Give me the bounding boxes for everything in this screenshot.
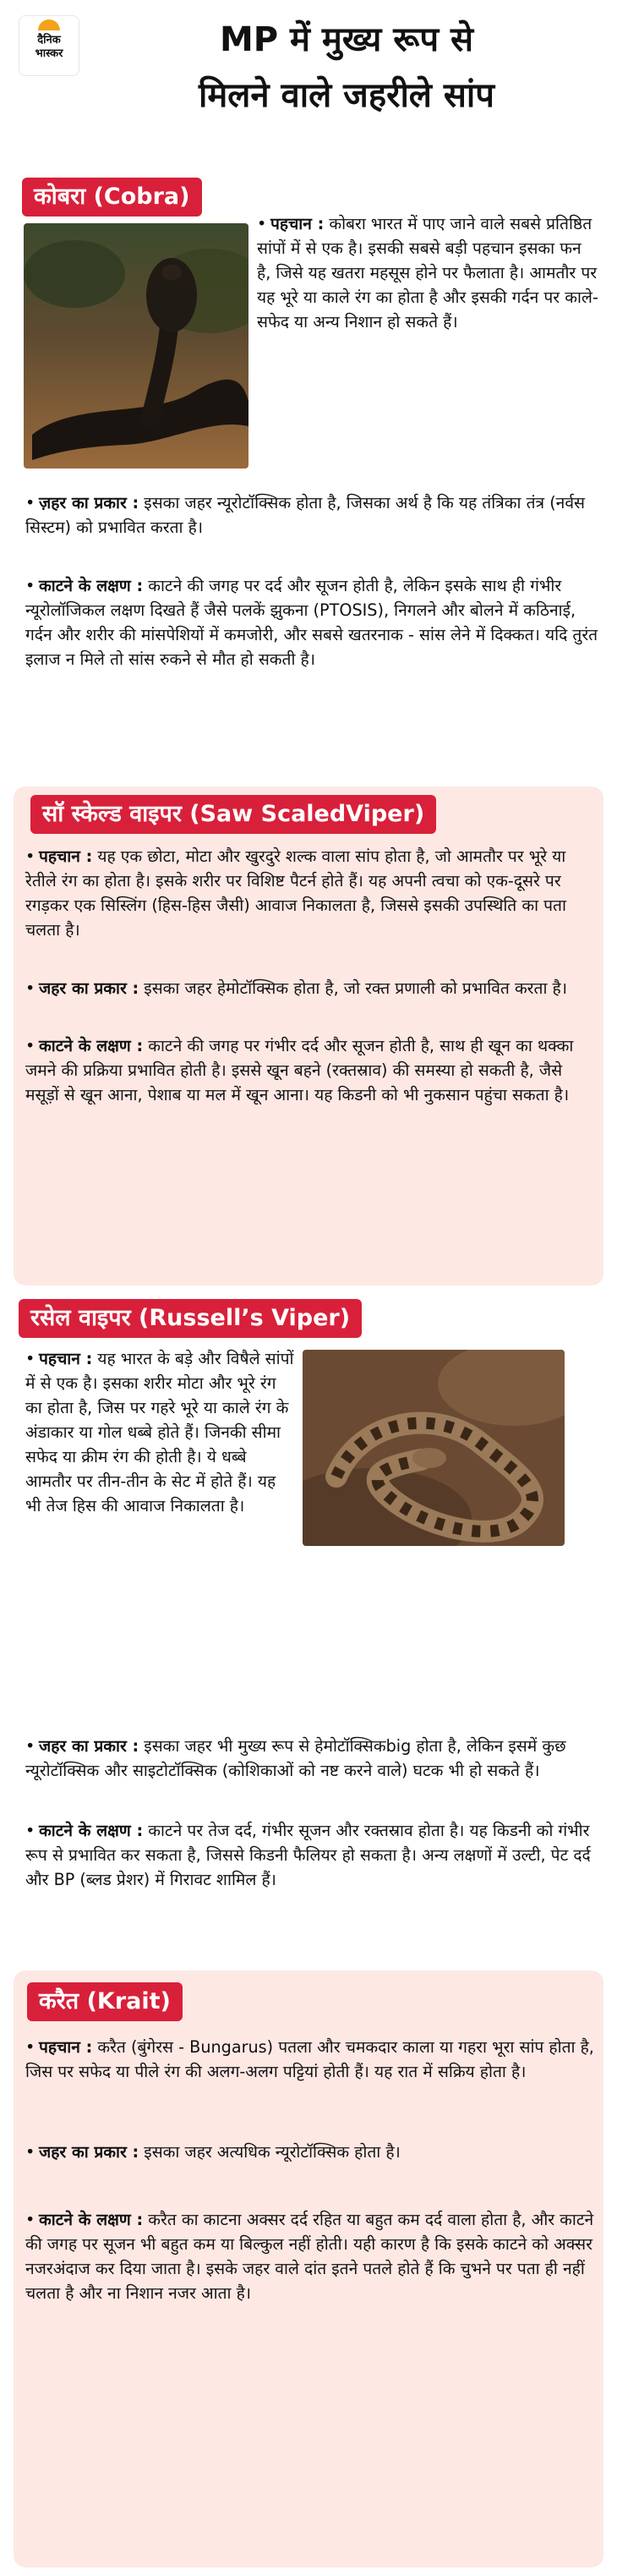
para-venom-type: • जहर का प्रकार : इसका जहर भी मुख्य रूप से हेमोटॉक्सिकbig होता है, लेकिन इसमें कुछ न्यूरोटॉक्सिक और साइटोटॉक्सिक (कोशिकाओं को नष्ट करने वाले) घटक भी हो सकते हैं।	[25, 1736, 566, 1780]
section-krait	[14, 1970, 603, 2568]
para-symptoms: • काटने के लक्षण : करैत का काटना अक्सर दर्द रहित या बहुत कम दर्द वाला होता है, और काटने की जगह पर सूजन भी बहुत कम या बिल्कुल नहीं होती। यही कारण है कि इसके काटने को अक्सर नजरअंदाज कर दिया जाता है। इसके जहर वाले दांत इतने पतले होते हैं कि चुभने पर पता ही नहीं चलता है और ना निशान नजर आता है।	[25, 2210, 594, 2303]
para-text: काटने पर तेज दर्द, गंभीर सूजन और रक्तस्राव होता है। यह किडनी को गंभीर रूप से प्रभावित कर सकता है, जिससे किडनी फैलियर हो सकता है। अन्य लक्षणों में उल्टी, पेट दर्द और BP (ब्लड प्रेशर) में गिरावट शामिल हैं।	[25, 1821, 591, 1889]
para-identification: • पहचान : करैत (बुंगेरस - Bungarus) पतला और चमकदार काला या गहरा भूरा सांप होता है, जिस पर सफेद या पीले रंग की अलग-अलग पट्टियां होती हैं। यह रात में सक्रिय होता है।	[25, 2037, 594, 2081]
para-label: काटने के लक्षण :	[39, 1036, 144, 1055]
para-text: इसका जहर अत्यधिक न्यूरोटॉक्सिक होता है।	[139, 2142, 401, 2162]
para-label: जहर का प्रकार :	[39, 2142, 139, 2162]
para-label: पहचान :	[39, 1349, 93, 1368]
cobra-photo	[24, 223, 248, 469]
para-text: करैत (बुंगेरस - Bungarus) पतला और चमकदार काला या गहरा भूरा सांप होता है, जिस पर सफेद या पीले रंग की अलग-अलग पट्टियां होती हैं। यह रात में सक्रिय होता है।	[25, 2037, 594, 2081]
para-text: काटने की जगह पर गंभीर दर्द और सूजन होती है, साथ ही खून का थक्का जमने की प्रक्रिया प्रभावित होती है। इससे खून बहने (रक्तस्राव) की समस्या हो सकती है, जैसे मसूड़ों से खून आना, पेशाब या मल में खून आना। यह किडनी को भी नुकसान पहुंचा सकता है।	[25, 1036, 574, 1104]
para-label: काटने के लक्षण :	[39, 576, 144, 595]
para-identification: • पहचान : कोबरा भारत में पाए जाने वाले सबसे प्रतिष्ठित सांपों में से एक है। इसकी सबसे बड़ी पहचान इसका फन है, जिसे यह खतरा महसूस होने पर फैलाता है। आमतौर पर यह भूरे या काले रंग का होता है और इसकी गर्दन पर काले-सफेद या अन्य निशान हो सकते हैं।	[257, 214, 598, 332]
para-label: काटने के लक्षण :	[39, 1821, 144, 1840]
logo-line-1: दैनिक	[37, 34, 61, 47]
para-symptoms: • काटने के लक्षण : काटने पर तेज दर्द, गंभीर सूजन और रक्तस्राव होता है। यह किडनी को गंभीर रूप से प्रभावित कर सकता है, जिससे किडनी फैलियर हो सकता है। अन्य लक्षणों में उल्टी, पेट दर्द और BP (ब्लड प्रेशर) में गिरावट शामिल हैं।	[25, 1821, 591, 1889]
para-text: कोबरा भारत में पाए जाने वाले सबसे प्रतिष्ठित सांपों में से एक है। इसकी सबसे बड़ी पहचान इसका फन है, जिसे यह खतरा महसूस होने पर फैलाता है। आमतौर पर यह भूरे या काले रंग का होता है और इसकी गर्दन पर काले-सफेद या अन्य निशान हो सकते हैं।	[257, 214, 598, 332]
para-label: ज़हर का प्रकार :	[39, 493, 139, 512]
para-venom-type: • जहर का प्रकार : इसका जहर अत्यधिक न्यूरोटॉक्सिक होता है।	[25, 2142, 401, 2162]
para-identification: • पहचान : यह भारत के बड़े और विषैले सांपों में से एक है। इसका शरीर मोटा और भूरे रंग का होता है, जिस पर गहरे भूरे या काले रंग के अंडाकार या गोल धब्बे होते हैं। जिनकी सीमा सफेद या क्रीम रंग की होती है। ये धब्बे आमतौर पर तीन-तीन के सेट में होते हैं। यह भी तेज हिस की आवाज निकालता है।	[25, 1349, 294, 1515]
sun-icon	[38, 19, 60, 30]
para-label: काटने के लक्षण :	[39, 2210, 144, 2229]
section-heading: कोबरा (Cobra)	[22, 178, 202, 216]
para-label: जहर का प्रकार :	[39, 978, 139, 998]
section-heading: करैत (Krait)	[27, 1982, 183, 2021]
para-text: इसका जहर भी मुख्य रूप से हेमोटॉक्सिकbig होता है, लेकिन इसमें कुछ न्यूरोटॉक्सिक और साइटोटॉक्सिक (कोशिकाओं को नष्ट करने वाले) घटक भी हो सकते हैं।	[25, 1736, 566, 1780]
para-text: यह एक छोटा, मोटा और खुरदुरे शल्क वाला सांप होता है, जो आमतौर पर भूरे या रेतीले रंग का होता है। इसके शरीर पर विशिष्ट पैटर्न होते हैं। यह अपनी त्वचा को एक-दूसरे पर रगड़कर एक सिस्लिंग (हिस-हिस जैसी) आवाज निकालता है, जिससे इसकी उपस्थिति का पता चलता है।	[25, 847, 566, 940]
para-text: काटने की जगह पर दर्द और सूजन होती है, लेकिन इसके साथ ही गंभीर न्यूरोलॉजिकल लक्षण दिखते हैं जैसे पलकें झुकना (PTOSIS), निगलने और बोलने में कठिनाई, गर्दन और शरीर की मांसपेशियों में कमजोरी, और सबसे खतरनाक - सांस लेने में दिक्कत। यदि तुरंत इलाज न मिले तो सांस रुकने से मौत हो सकती है।	[25, 576, 598, 669]
page-title-line-1: MP में मुख्य रूप से	[219, 20, 474, 59]
page-header	[0, 0, 617, 161]
para-venom-type: • जहर का प्रकार : इसका जहर हेमोटॉक्सिक होता है, जो रक्त प्रणाली को प्रभावित करता है।	[25, 978, 567, 998]
para-label: जहर का प्रकार :	[39, 1736, 139, 1756]
brand-logo[interactable]	[19, 15, 79, 76]
section-cobra	[14, 169, 603, 787]
section-saw-scaled-viper	[14, 787, 603, 1285]
para-symptoms: • काटने के लक्षण : काटने की जगह पर दर्द और सूजन होती है, लेकिन इसके साथ ही गंभीर न्यूरोलॉजिकल लक्षण दिखते हैं जैसे पलकें झुकना (PTOSIS), निगलने और बोलने में कठिनाई, गर्दन और शरीर की मांसपेशियों में कमजोरी, और सबसे खतरनाक - सांस लेने में दिक्कत। यदि तुरंत इलाज न मिले तो सांस रुकने से मौत हो सकती है।	[25, 576, 598, 669]
russells-viper-photo	[303, 1350, 565, 1546]
para-identification: • पहचान : यह एक छोटा, मोटा और खुरदुरे शल्क वाला सांप होता है, जो आमतौर पर भूरे या रेतीले रंग का होता है। इसके शरीर पर विशिष्ट पैटर्न होते हैं। यह अपनी त्वचा को एक-दूसरे पर रगड़कर एक सिस्लिंग (हिस-हिस जैसी) आवाज निकालता है, जिससे इसकी उपस्थिति का पता चलता है।	[25, 847, 566, 940]
para-label: पहचान :	[39, 2037, 93, 2057]
para-text: यह भारत के बड़े और विषैले सांपों में से एक है। इसका शरीर मोटा और भूरे रंग का होता है, जिस पर गहरे भूरे या काले रंग के अंडाकार या गोल धब्बे होते हैं। जिनकी सीमा सफेद या क्रीम रंग की होती है। ये धब्बे आमतौर पर तीन-तीन के सेट में होते हैं। यह भी तेज हिस की आवाज निकालता है।	[25, 1349, 294, 1515]
para-text: करैत का काटना अक्सर दर्द रहित या बहुत कम दर्द वाला होता है, और काटने की जगह पर सूजन भी बहुत कम या बिल्कुल नहीं होती। यही कारण है कि इसके काटने को अक्सर नजरअंदाज कर दिया जाता है। इसके जहर वाले दांत इतने पतले होते हैं कि चुभने पर पता ही नहीं चलता है और ना निशान नजर आता है।	[25, 2210, 594, 2303]
section-heading: सॉ स्केल्ड वाइपर (Saw ScaledViper)	[30, 795, 436, 834]
section-heading: रसेल वाइपर (Russell’s Viper)	[19, 1299, 362, 1338]
logo-line-2: भास्कर	[35, 47, 63, 60]
page-title	[85, 12, 609, 123]
para-label: पहचान :	[39, 847, 93, 866]
page-title-line-2: मिलने वाले जहरीले सांप	[199, 76, 494, 115]
para-venom-type: • ज़हर का प्रकार : इसका जहर न्यूरोटॉक्सिक होता है, जिसका अर्थ है कि यह तंत्रिका तंत्र (नर्वस सिस्टम) को प्रभावित करता है।	[25, 493, 585, 537]
para-label: पहचान :	[270, 214, 325, 233]
para-text: इसका जहर न्यूरोटॉक्सिक होता है, जिसका अर्थ है कि यह तंत्रिका तंत्र (नर्वस सिस्टम) को प्रभावित करता है।	[25, 493, 585, 537]
para-symptoms: • काटने के लक्षण : काटने की जगह पर गंभीर दर्द और सूजन होती है, साथ ही खून का थक्का जमने की प्रक्रिया प्रभावित होती है। इससे खून बहने (रक्तस्राव) की समस्या हो सकती है, जैसे मसूड़ों से खून आना, पेशाब या मल में खून आना। यह किडनी को भी नुकसान पहुंचा सकता है।	[25, 1036, 574, 1104]
section-russells-viper	[14, 1294, 603, 1970]
para-text: इसका जहर हेमोटॉक्सिक होता है, जो रक्त प्रणाली को प्रभावित करता है।	[139, 978, 567, 998]
